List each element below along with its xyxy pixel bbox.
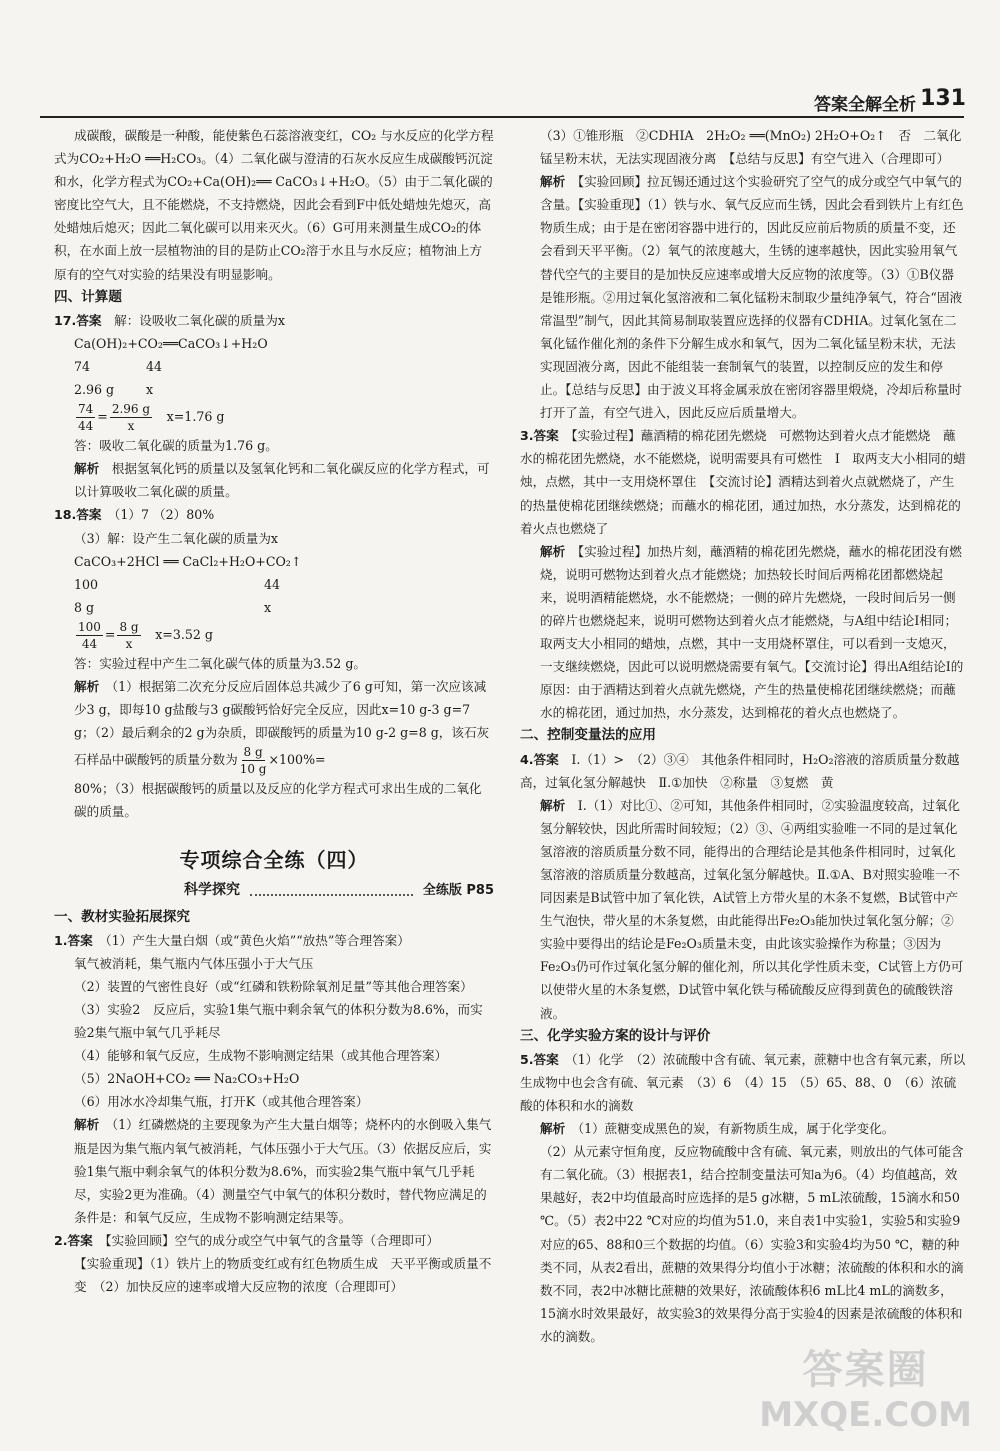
q1-l1: （1）产生大量白烟（或“黄色火焰”“放热”等合理答案） [105,932,410,948]
q2-analysis-tag: 解析 [540,174,566,190]
heading-textbook: 一、教材实验拓展探究 [54,908,190,925]
q1-analysis-tag: 解析 [74,1117,100,1133]
q18-l2: （3）解：设产生二氧化碳的质量为x [74,530,279,546]
q17-g2: x [146,382,154,398]
q17-proportion: $\frac{74}{44}$ = $\frac{2.96 g}{x}$ x=1.76 g [78,402,225,434]
q18-fa-d: 44 [81,636,98,651]
watermark-logo [759,1338,972,1435]
q1-l6: （6）用冰水冷却集气瓶，打开K（或其他合理答案） [74,1094,369,1110]
q3-analysis [520,540,966,725]
q2-l2: 【实验重现】（1）铁片上的物质变红或有红色物质生成 天平平衡或质量不变 （2）加快反应的速率或增大反应物的浓度（合理即可） [74,1256,492,1295]
q17-fa-d: 44 [78,419,94,434]
q1-analysis-text: （1）红磷燃烧的主要现象为产生大量白烟等；烧杯内的水倒吸入集气瓶是因为集气瓶内氧气被消耗，气体压强小于大气压。（3）依据反应后，实验1集气瓶中剩余氧气的体积分数为8.6%，而实验2集气瓶中氧气几乎耗尽，实验2更为准确。（4）测量空气中氧气的体积分数时，替代物应满足的条件是：和氧气反应，生成物不影响测定结果等。 [74,1117,492,1225]
q5-answer [520,1048,966,1117]
watermark-cn: 答案圈 [802,1347,929,1393]
q17-frac-a [76,401,95,434]
q18-fb-d: x [125,636,133,651]
q4-analysis [520,794,966,1025]
q17-frac-b [110,401,152,434]
q18-given-row [74,596,494,619]
q5-analysis-1: （1）蔗糖变成黑色的炭，有新物质生成，属于化学变化。 [577,1121,895,1137]
q18-conclusion: 答：实验过程中产生二氧化碳气体的质量为3.52 g。 [74,655,366,671]
q1-l2: （2）装置的气密性良好（或“红磷和铁粉除氧剂足量”等其他合理答案） [74,978,473,994]
q17-tag: 17.答案 [54,312,102,328]
q18-frac-b [117,619,140,652]
q1-tag: 1.答案 [54,932,93,948]
q17-equation: Ca(OH)₂+CO₂══CaCO₃↓+H₂O [74,335,268,351]
q5-analysis-2: （2）从元素守恒角度，反应物硫酸中含有硫、氧元素，则放出的气体可能含有二氧化硫。（3）根据表1，结合控制变量法可知a为6。（4）均值越高，效果越好，表2中均值最高时应选择的是5 g冰糖，5 mL浓硫酸，15滴水和50 ℃。（5）表2中22 ℃对应的均值为51.0，来自表1中实验1，实验5和实验9对应的65、88和0三个数据的均值。（6）实验3和实验4均为50 ℃，糖的种类不同，从表2看出，蔗糖的效果得分均值小于冰糖；浓硫酸的体积和水的滴数不同，表2中冰糖比蔗糖的效果好，浓硫酸体积6 mL比4 mL的滴数多，15滴水时效果最好，故实验3的效果得分高于实验4的因素是浓硫酸的体积和水的滴数。 [540,1144,964,1344]
right-column [520,124,966,1348]
q3-answer [520,424,966,539]
q18-m1: 100 [74,576,99,592]
left-column [54,124,494,1298]
q1-analysis [54,1113,494,1228]
heading-design: 三、化学实验方案的设计与评价 [520,1027,711,1044]
q4-text: Ⅰ.（1）> （2）③④ 其他条件相同时，H₂O₂溶液的溶质质量分数越高，过氧化氢分解越快 Ⅱ.①加快 ②称量 ③复燃 黄 [520,751,960,790]
q18-percent-frac [240,744,267,777]
q17-fb-d: x [127,419,135,434]
q18-calc [54,527,494,675]
q18-result: x=3.52 g [155,626,213,642]
q5-text: （1）化学 （2）浓硫酸中含有硫、氧元素，蔗糖中也含有氧元素，所以生成物中也会含有硫、氧元素 （3）6 （4）15 （5）65、88、0 （6）浓硫酸的体积和水的滴数 [520,1051,966,1113]
q17-answer [54,309,494,332]
q18-pf-n: 8 g [243,745,263,760]
q17-mass-row [74,355,494,378]
q18-g2: x [264,599,272,615]
q18-g1: 8 g [74,599,95,615]
q17-analysis-tag: 解析 [74,461,100,477]
section-title: 专项综合全练（四） [179,848,369,873]
q1-l5: （5）2NaOH+CO₂ ══ Na₂CO₃+H₂O [74,1071,300,1087]
q2-analysis [520,170,966,424]
q18-fb-n: 8 g [119,619,139,634]
header-title: 答案全解全析 [814,95,916,115]
q18-mass-row [74,573,494,596]
q17-given-row [74,378,494,401]
q18-proportion: $\frac{100}{44}$ = $\frac{8 g}{x}$ x=3.52 g [78,619,213,651]
q4-analysis-tag: 解析 [540,797,566,813]
q5-analysis [520,1117,966,1140]
q5-tag: 5.答案 [520,1051,559,1067]
section-ref: 全练版 P85 [422,882,494,898]
q18-l1: （1）7 （2）80% [114,507,215,523]
q1-l4: （4）能够和氧气反应，生成物不影响测定结果（或其他合理答案） [74,1048,448,1064]
q18-answer [54,503,494,526]
q17-g1: 2.96 g [74,382,115,398]
q17-conclusion: 答：吸收二氧化碳的质量为1.76 g。 [74,438,278,454]
q3-analysis-text: 【实验过程】加热片刻，蘸酒精的棉花团先燃烧，蘸水的棉花团没有燃烧，说明可燃物达到着火点才能燃烧；加热较长时间后两棉花团都燃烧起来，说明酒精能燃烧，水不能燃烧；一侧的碎片先燃烧，一段时间后另一侧的碎片也燃烧起来，说明可燃物达到着火点才能燃烧，与A组中结论Ⅰ相同；取两支大小相同的蜡烛，点燃，其中一支用烧杯罩住，可以看到一支熄灭，一支继续燃烧，因此可以说明燃烧需要有氧气。【交流讨论】得出A组结论Ⅰ的原因：由于酒精达到着火点就先燃烧，产生的热量使棉花团继续燃烧；而蘸水的棉花团，通过加热，水分蒸发，达到棉花的着火点也燃烧了。 [540,543,964,721]
q17-calc [54,332,494,457]
q17-analysis-text: 根据氢氧化钙的质量以及氢氧化钙和二氧化碳反应的化学方程式，可以计算吸收二氧化碳的质量。 [74,461,490,500]
intro-text: 成碳酸，碳酸是一种酸，能使紫色石蕊溶液变红，CO₂ 与水反应的化学方程式为CO₂+H₂O ══H₂CO₃。（4）二氧化碳与澄清的石灰水反应生成碳酸钙沉淀和水，化学方程式为CO₂+Ca(OH)₂══ CaCO₃↓+H₂O。（5）由于二氧化碳的密度比空气大，且不能燃烧，不支持燃烧，因此会看到F中低处蜡烛先熄灭，高处蜡烛后熄灭；因此二氧化碳可以用来灭火。（6）G可用来测量生成CO₂的体积，在水面上放一层植物油的目的是防止CO₂溶于水且与水反应；植物油上方原有的空气对实验的结果没有明显影响。 [54,128,494,282]
q3-tag: 3.答案 [520,428,559,444]
section-name: 科学探究 [184,881,240,898]
q18-equation: CaCO₃+2HCl ══ CaCl₂+H₂O+CO₂↑ [74,553,302,569]
header-rule [40,116,964,118]
q18-pf-d: 10 g [239,762,267,777]
q18-frac-a [76,619,103,652]
q4-answer [520,748,966,794]
heading-calc: 四、计算题 [54,288,122,305]
q4-analysis-text: Ⅰ.（1）对比①、②可知，其他条件相同时，②实验温度较高，过氧化氢分解较快，因此所需时间较短；（2）③、④两组实验唯一不同的是过氧化氢溶液的溶质质量分数不同，能得出的合理结论是其他条件相同时，过氧化氢溶液的溶质质量分数越高，过氧化氢分解越快。Ⅱ.①A、B对照实验唯一不同因素是B试管中加了氧化铁，A试管上方带火星的木条不复燃，B试管中产生气泡快，带火星的木条复燃，由此能得出Fe₂O₃能加快过氧化氢分解；②实验中要得出的结论是Fe₂O₃质量未变，由此该实验操作为称量；③因为Fe₂O₃仍可作过氧化氢分解的催化剂，所以其化学性质未变，C试管上方仍可以使带火星的木条复燃，D试管中氧化铁与稀硫酸反应得到黄色的硫酸铁溶液。 [540,797,964,1021]
q17-fa-n: 74 [78,402,94,417]
heading-control-variable: 二、控制变量法的应用 [520,727,656,744]
q18-analysis [54,675,494,777]
page-number: 131 [920,86,966,111]
q17-analysis [54,457,494,503]
q2-answer [54,1229,494,1252]
q2-continued: （3）①锥形瓶 ②CDHIA 2H₂O₂ ══(MnO₂) 2H₂O+O₂↑ 否 二氧化锰呈粉末状，无法实现固液分离 【总结与反思】有空气进入（合理即可） [540,128,962,167]
q17-fb-n: 2.96 g [111,402,151,417]
q18-fa-n: 100 [78,619,101,634]
q4-tag: 4.答案 [520,751,559,767]
leader-dots [250,884,413,896]
q2-analysis-text: 【实验回顾】拉瓦锡还通过这个实验研究了空气的成分或空气中氧气的含量。【实验重现】（1）铁与水、氧气反应而生锈，因此会看到铁片上有红色物质生成；由于是在密闭容器中进行的，因此反应前后物质的质量不变，还会看到天平平衡。（2）氧气的浓度越大，生锈的速率越快，因此实验用氧气替代空气的主要目的是加快反应速率或增大反应物的浓度等。（3）①B仪器是锥形瓶。②用过氧化氢溶液和二氧化锰粉末制取少量纯净氧气，符合“固液常温型”制气，因此其简易制取装置应选择的仪器有CDHIA。过氧化氢在二氧化锰作催化剂的条件下分解生成水和氧气，因为二氧化锰呈粉末状，无法实现固液分离，因此不能组装一套制氧气的装置，以控制反应的发生和停止。【总结与反思】由于波义耳将金属汞放在密闭容器里煅烧，冷却后称量时打开了盖，有空气进入，因此反应后质量增大。 [540,174,964,421]
q1-answer [54,929,494,952]
q3-text: 【实验过程】蘸酒精的棉花团先燃烧 可燃物达到着火点才能燃烧 蘸水的棉花团先燃烧，水不能燃烧，说明需要具有可燃性 Ⅰ 取两支大小相同的蜡烛，点燃，其中一支用烧杯罩住 【交流讨论】酒精达到着火点就燃烧了，产生的热量使棉花团继续燃烧；而蘸水的棉花团，通过加热，水分蒸发，达到棉花的着火点也燃烧了 [520,428,966,536]
q17-m2: 44 [146,358,163,374]
q5-analysis-tag: 解析 [540,1121,566,1137]
q18-m2: 44 [264,576,281,592]
q2-tag: 2.答案 [54,1232,93,1248]
q1-l1b: 氧气被消耗，集气瓶内气体压强小于大气压 [74,955,314,971]
q2-l1: 【实验回顾】空气的成分或空气中氧气的含量等（合理即可） [105,1232,440,1248]
q17-line: 解：设吸收二氧化碳的质量为x [114,312,285,328]
watermark-en: MXQE.COM [759,1395,972,1435]
q3-analysis-tag: 解析 [540,543,566,559]
section-subtitle [54,879,494,902]
q18-tag: 18.答案 [54,507,102,523]
q18-analysis-2: ×100%= [268,752,326,768]
q18-analysis-tag: 解析 [74,678,100,694]
q17-result: x=1.76 g [166,409,225,425]
q18-analysis-3: 80%；（3）根据碳酸钙的质量以及反应的化学方程式可求出生成的二氧化碳的质量。 [74,781,482,820]
q18-analysis-1: （1）根据第二次充分反应后固体总共减少了6 g可知，第一次应该减少3 g，即每10 g盐酸与3 g碳酸钙恰好完全反应，因此x=10 g-3 g=7 g；（2）最后剩余的2 g为杂质，即碳酸钙的质量为10 g-2 g=8 g，该石灰石样品中碳酸钙的质量分数为 [74,678,490,768]
q17-m1: 74 [74,358,91,374]
q1-l3: （3）实验2 反应后，实验1集气瓶中剩余氧气的体积分数为8.6%，而实验2集气瓶中氧气几乎耗尽 [74,1002,483,1041]
